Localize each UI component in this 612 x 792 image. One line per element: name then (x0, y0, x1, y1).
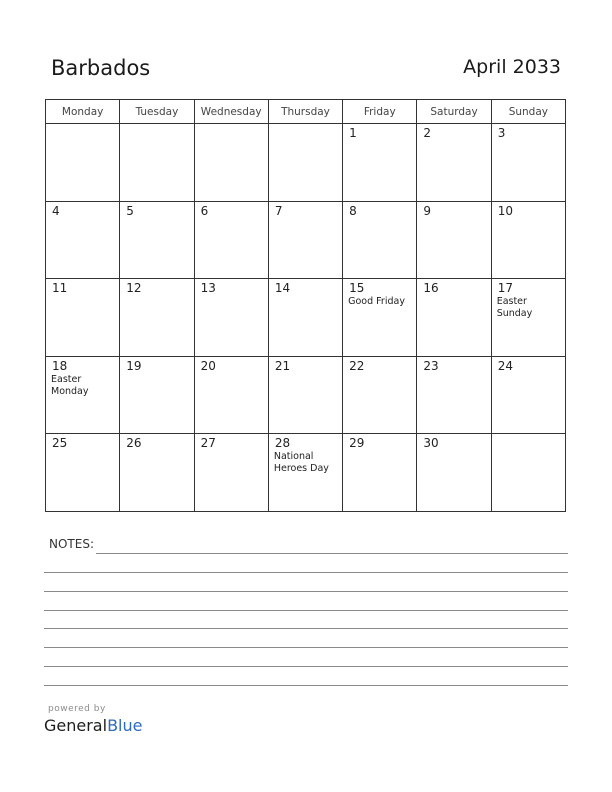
notes-line (44, 647, 568, 648)
day-cell (491, 279, 565, 357)
day-cell (268, 356, 342, 434)
day-number: 21 (274, 358, 291, 373)
weekday-header-friday: Friday (343, 100, 417, 124)
day-number: 29 (349, 436, 365, 451)
day-cell (343, 434, 417, 512)
day-cell (417, 279, 491, 357)
day-cell (268, 434, 342, 512)
day-cell (268, 279, 342, 357)
day-cell (194, 434, 268, 512)
notes-line (44, 591, 568, 592)
weekday-header-monday: Monday (46, 100, 120, 124)
day-number: 1 (349, 126, 357, 140)
notes-line (44, 610, 568, 611)
day-cell (46, 279, 120, 357)
brand-general-text: General (44, 716, 108, 735)
day-number: 22 (349, 358, 365, 373)
day-cell (46, 201, 120, 279)
day-number: 6 (200, 203, 209, 218)
week-row (46, 434, 566, 512)
day-cell (343, 124, 417, 202)
day-number: 7 (274, 203, 283, 218)
day-cell (268, 124, 342, 202)
day-cell (491, 201, 565, 279)
weekday-header-saturday: Saturday (417, 100, 491, 124)
day-number: 13 (200, 281, 216, 296)
day-cell (417, 356, 491, 434)
weekday-header-row (46, 100, 566, 124)
day-cell (120, 434, 194, 512)
holiday-label: Good Friday (348, 296, 405, 308)
holiday-label: Easter Monday (51, 373, 89, 397)
day-number: 30 (423, 436, 439, 451)
week-row (46, 356, 566, 434)
month-year-title: April 2033 (463, 56, 561, 78)
week-row (46, 124, 566, 202)
weekday-header-wednesday: Wednesday (194, 100, 268, 124)
day-number: 25 (52, 436, 68, 451)
notes-line (44, 666, 568, 667)
weekday-header-sunday: Sunday (491, 100, 565, 124)
day-number: 24 (497, 358, 513, 373)
day-cell (417, 434, 491, 512)
day-number (195, 124, 268, 126)
day-cell (194, 124, 268, 202)
day-number: 2 (423, 126, 432, 140)
day-number: 12 (126, 281, 142, 296)
day-number: 10 (497, 203, 513, 218)
day-cell (120, 279, 194, 357)
day-number: 18 (52, 358, 68, 373)
notes-line (44, 628, 568, 629)
day-number: 4 (52, 203, 60, 218)
country-title: Barbados (51, 56, 151, 80)
brand-blue-text: Blue (107, 716, 143, 735)
day-cell (491, 434, 565, 512)
day-cell (46, 124, 120, 202)
day-cell (120, 124, 194, 202)
notes-line (96, 553, 568, 554)
day-cell (194, 356, 268, 434)
day-number (492, 434, 565, 436)
day-number: 11 (52, 281, 68, 296)
notes-line (44, 572, 568, 573)
day-cell (343, 356, 417, 434)
holiday-label: Easter Sunday (496, 296, 533, 320)
day-cell (46, 356, 120, 434)
day-cell (417, 201, 491, 279)
notes-label: NOTES: (49, 537, 94, 551)
week-row (46, 201, 566, 279)
day-number: 3 (497, 126, 506, 140)
day-cell (120, 356, 194, 434)
day-number: 14 (274, 281, 291, 296)
day-cell (194, 279, 268, 357)
generalblue-logo (44, 716, 142, 735)
day-cell (194, 201, 268, 279)
day-number: 16 (423, 281, 439, 296)
calendar-grid (45, 99, 566, 512)
day-number: 27 (200, 436, 216, 451)
day-cell (343, 279, 417, 357)
powered-by-text: powered by (48, 704, 106, 714)
day-cell (343, 201, 417, 279)
day-number: 9 (423, 203, 432, 218)
day-number: 28 (274, 436, 291, 451)
day-cell (268, 201, 342, 279)
day-number: 23 (423, 358, 439, 373)
day-number (269, 124, 342, 126)
day-number: 8 (349, 203, 357, 218)
holiday-label: National Heroes Day (273, 451, 329, 475)
weekday-header-tuesday: Tuesday (120, 100, 194, 124)
week-row (46, 279, 566, 357)
day-cell (120, 201, 194, 279)
weekday-header-thursday: Thursday (268, 100, 342, 124)
day-cell (46, 434, 120, 512)
day-cell (417, 124, 491, 202)
day-number (46, 124, 119, 126)
calendar-body (46, 124, 566, 512)
day-number (120, 124, 193, 126)
day-cell (491, 356, 565, 434)
day-number: 17 (497, 281, 513, 296)
day-number: 15 (349, 281, 365, 296)
notes-line (44, 685, 568, 686)
day-number: 5 (126, 203, 134, 218)
day-cell (491, 124, 565, 202)
day-number: 19 (126, 358, 142, 373)
day-number: 20 (200, 358, 216, 373)
day-number: 26 (126, 436, 142, 451)
